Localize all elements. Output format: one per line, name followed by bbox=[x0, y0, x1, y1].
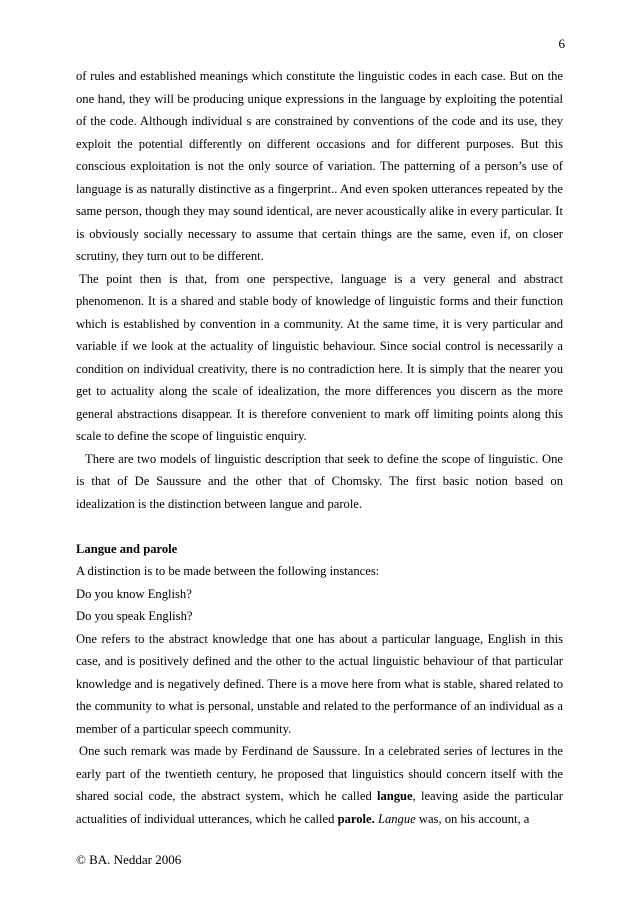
paragraph-distinction: A distinction is to be made between the following instances: bbox=[76, 564, 380, 578]
paragraph-saussure bbox=[76, 740, 563, 830]
example-question-know: Do you know English? bbox=[76, 586, 192, 601]
saussure-text-b: , leaving aside the particular actualities of individual utterances, which he called bbox=[76, 789, 563, 826]
term-langue: langue bbox=[376, 789, 413, 803]
term-parole: parole. bbox=[337, 811, 375, 826]
page-body bbox=[76, 65, 563, 830]
page-number: 6 bbox=[558, 36, 565, 51]
saussure-text-d: was, on his account, a bbox=[415, 811, 530, 826]
term-langue-italic: Langue bbox=[377, 811, 416, 826]
paragraph-variation: of rules and established meanings which constitute the linguistic codes in each case. But on the one hand, they will be producing unique expressions in the language by exploiting the potential of the code. Although individual s are constrained by conventions of the code and its use, they exploit the potential differently on different occasions and for different purposes. But this conscious exploitation is not the only source of variation. The patterning of a person’s use of language is as naturally distinctive as a fingerprint.. And even spoken utterances repeated by the same person, though they may sound identical, are never acoustically alike in every particular. It is obviously socially necessary to assume that certain things are the same, even if, on closer scrutiny, they turn out to be different. bbox=[76, 69, 563, 263]
section-heading: Langue and parole bbox=[76, 541, 178, 556]
copyright-footer: © BA. Neddar 2006 bbox=[76, 852, 182, 867]
paragraph-models: There are two models of linguistic description that seek to define the scope of linguistic. One is that of De Saussure and the other that of Chomsky. The first basic notion based on idealization is the distinction between langue and parole. bbox=[76, 451, 563, 511]
saussure-text-a: One such remark was made by Ferdinand de Saussure. In a celebrated series of lectures in the early part of the twentieth century, he proposed that linguistics should concern itself with the shared social code, the abstract system, which he called bbox=[76, 744, 563, 803]
example-question-speak: Do you speak English? bbox=[76, 609, 193, 623]
blank-line bbox=[76, 515, 563, 538]
paragraph-perspective: The point then is that, from one perspective, language is a very general and abstract phenomenon. It is a shared and stable body of knowledge of linguistic forms and their function which is established by convention in a community. At the same time, it is very particular and variable if we look at the actuality of linguistic behaviour. Since social control is necessarily a condition on individual creativity, there is no contradiction here. It is simply that the nearer you get to actuality along the scale of idealization, the more differences you discern as the more general abstractions disappear. It is therefore convenient to mark off limiting points along this scale to define the scope of linguistic enquiry. bbox=[76, 271, 563, 443]
paragraph-abstract-knowledge: One refers to the abstract knowledge that one has about a particular language, English in this case, and is positively defined and the other to the actual linguistic behaviour of that particular knowledge and is negatively defined. There is a move here from what is stable, shared related to the community to what is personal, unstable and related to the performance of an individual as a member of a particular speech community. bbox=[76, 631, 563, 736]
